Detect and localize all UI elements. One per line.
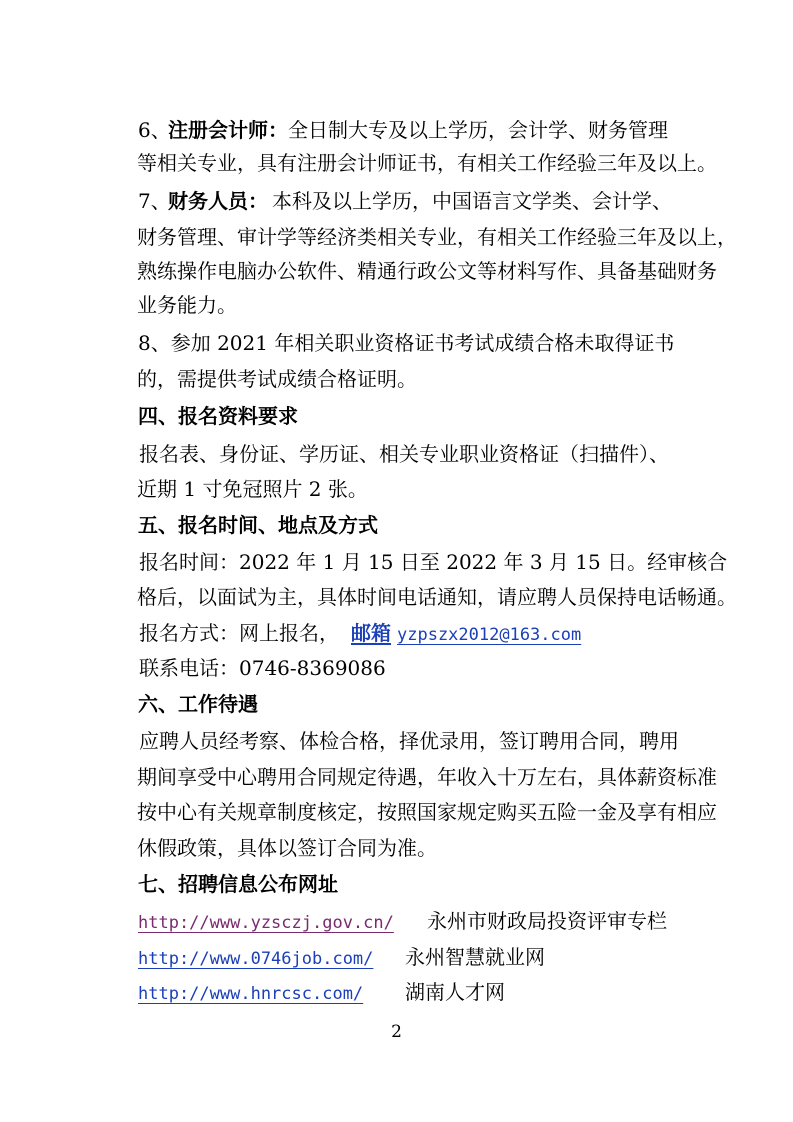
para-7-text-4: 业务能力。 [137,293,237,317]
section-6-text-4: 休假政策，具体以签订合同为准。 [137,836,437,860]
page-number: 2 [391,1022,402,1042]
registration-time: 报名时间：2022 年 1 月 15 日至 2022 年 3 月 15 日。经审核合 [139,550,728,574]
email-link[interactable]: yzpszx2012@163.com [397,625,582,645]
url-link-1[interactable]: http://www.yzsczj.gov.cn/ [138,913,394,933]
para-6-text-2: 等相关专业，具有注册会计师证书，有相关工作经验三年及以上。 [137,151,717,175]
para-6-num: 6、 [138,118,171,142]
url-link-2[interactable]: http://www.0746job.com/ [138,949,374,969]
section-6-text-3: 按中心有关规章制度核定，按照国家规定购买五险一金及享有相应 [137,800,717,824]
para-7-term: 财务人员： [168,189,268,213]
url-link-3[interactable]: http://www.hnrcsc.com/ [138,984,364,1004]
section-6-text-1: 应聘人员经考察、体检合格，择优录用，签订聘用合同，聘用 [139,729,679,753]
para-8-text-1: 8、参加 2021 年相关职业资格证书考试成绩合格未取得证书 [138,331,675,355]
registration-method-label: 报名方式：网上报名， [139,621,339,645]
para-7-num: 7、 [138,189,171,213]
registration-time-2: 格后，以面试为主，具体时间电话通知，请应聘人员保持电话畅通。 [137,585,737,609]
url-desc-1: 永州市财政局投资评审专栏 [427,909,667,933]
section-4-text-1: 报名表、身份证、学历证、相关专业职业资格证（扫描件）、 [139,442,669,466]
section-5-heading: 五、报名时间、地点及方式 [138,513,378,537]
para-8-text-2: 的，需提供考试成绩合格证明。 [137,367,417,391]
para-7-text: 本科及以上学历，中国语言文学类、会计学、 [272,189,672,213]
section-6-heading: 六、工作待遇 [138,692,258,716]
para-7-text-3: 熟练操作电脑办公软件、精通行政公文等材料写作、具备基础财务 [137,259,717,283]
email-label-link[interactable]: 邮箱 [351,621,391,645]
contact-phone: 联系电话：0746-8369086 [139,656,386,680]
para-7-text-2: 财务管理、审计学等经济类相关专业，有相关工作经验三年及以上， [137,225,737,249]
para-6-term: 注册会计师： [168,118,288,142]
section-7-heading: 七、招聘信息公布网址 [138,872,338,896]
section-4-text-2: 近期 1 寸免冠照片 2 张。 [137,477,368,501]
section-6-text-2: 期间享受中心聘用合同规定待遇，年收入十万左右，具体薪资标准 [137,765,717,789]
section-4-heading: 四、报名资料要求 [138,404,298,428]
para-6-text: 全日制大专及以上学历，会计学、财务管理 [288,118,668,142]
url-desc-2: 永州智慧就业网 [405,945,545,969]
url-desc-3: 湖南人才网 [405,980,505,1004]
